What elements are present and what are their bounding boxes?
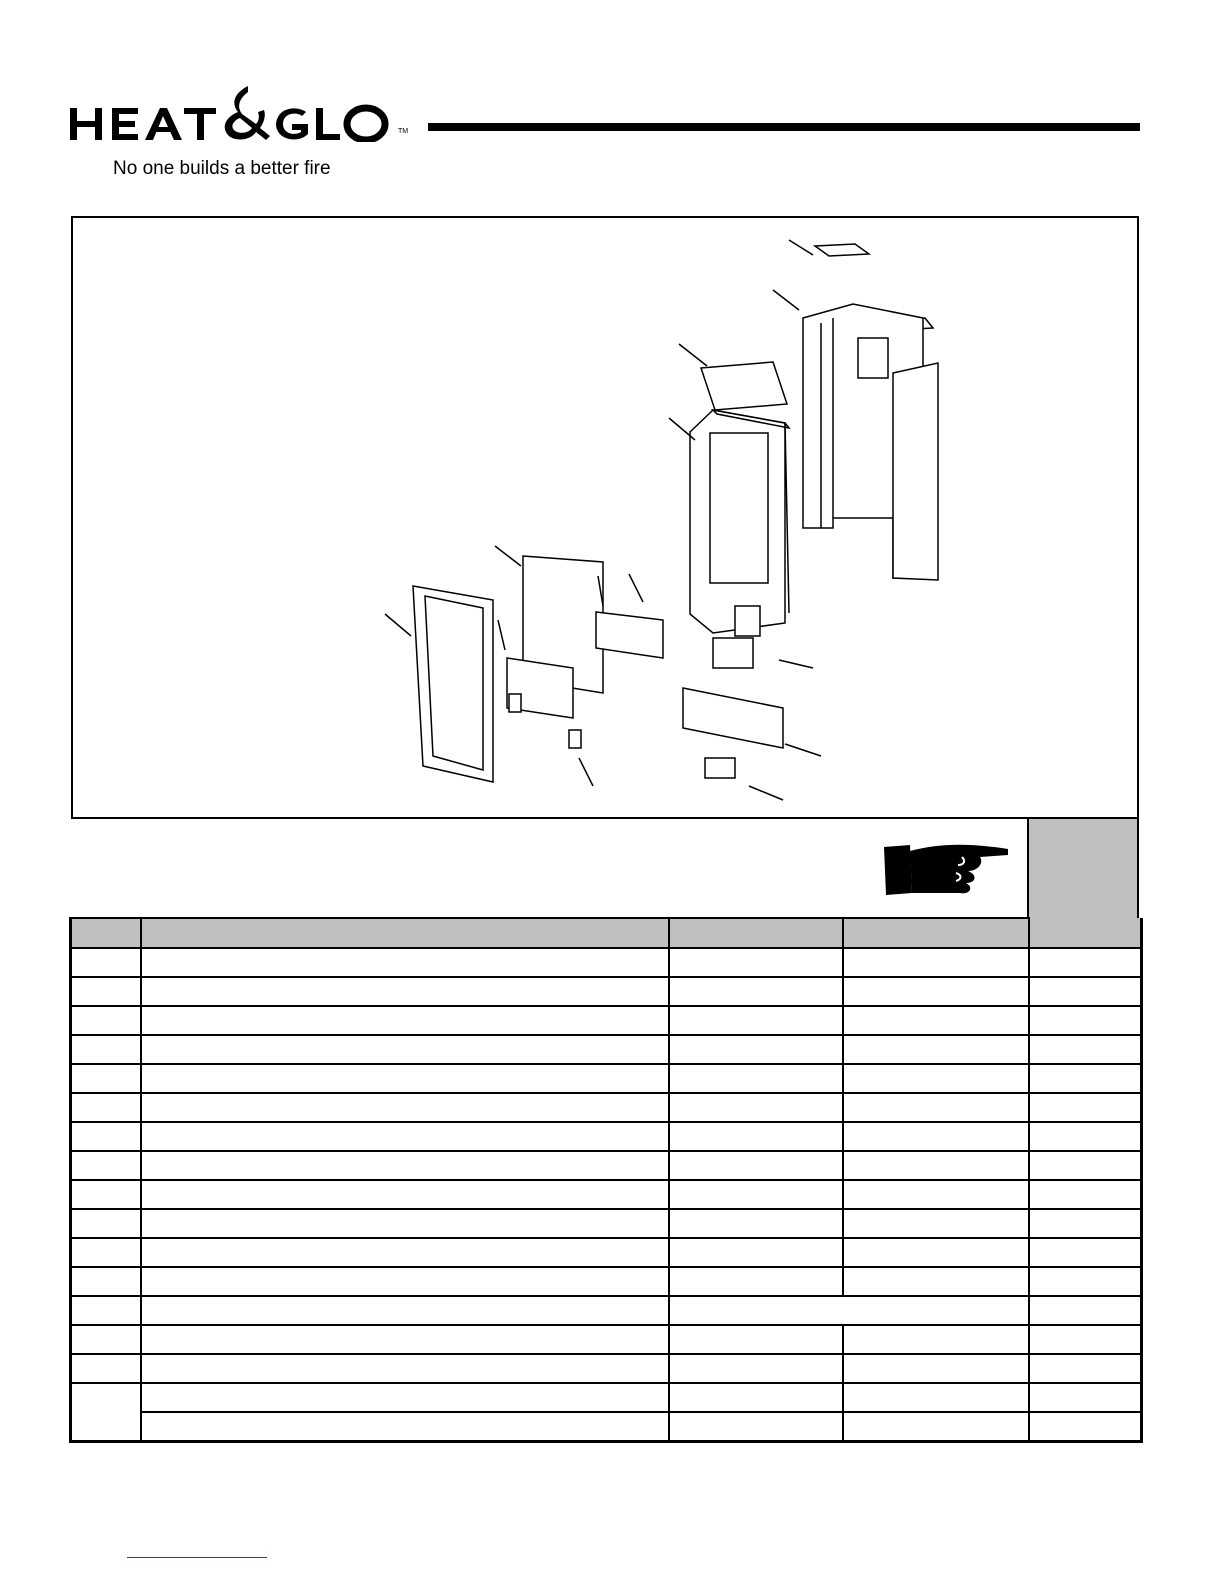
header-cell-description [141, 918, 669, 948]
table-row [71, 1325, 1142, 1354]
table-row [71, 1180, 1142, 1209]
header-cell-part-b [843, 918, 1029, 948]
table-row [71, 1151, 1142, 1180]
table-row [71, 1093, 1142, 1122]
table-row [71, 948, 1142, 977]
header-cell-item [71, 918, 141, 948]
small-switch-2 [569, 730, 581, 748]
junction-box [705, 758, 735, 778]
table-row [71, 1383, 1142, 1412]
table-row [71, 1354, 1142, 1383]
footer-link-underline[interactable] [127, 1557, 267, 1558]
parts-table [69, 917, 1143, 1443]
firebox-frame [690, 410, 785, 633]
small-switch [509, 694, 521, 712]
pointing-hand-icon [880, 833, 1012, 903]
table-header-row [71, 918, 1142, 948]
valve-assembly [713, 638, 753, 668]
table-row [71, 1238, 1142, 1267]
header-cell-part-a [669, 918, 843, 948]
table-row [71, 1209, 1142, 1238]
table-row [71, 1064, 1142, 1093]
hood-shield [701, 362, 787, 410]
exploded-parts-diagram [71, 216, 1139, 819]
table-row [71, 1412, 1142, 1442]
front-frame [413, 586, 493, 782]
table-row [71, 1267, 1142, 1296]
table-row-merged [71, 1296, 1142, 1325]
parts-diagram-drawing [73, 218, 1137, 817]
table-row [71, 977, 1142, 1006]
header-cell-notes [1029, 918, 1142, 948]
table-row [71, 1006, 1142, 1035]
header-rule [428, 123, 1140, 131]
brand-tagline: No one builds a better fire [113, 158, 331, 179]
burner-plate [596, 612, 663, 658]
brand-logo-mark [70, 82, 430, 142]
table-row [71, 1035, 1142, 1064]
top-panel-small [815, 244, 869, 256]
table-row [71, 1122, 1142, 1151]
trademark-mark: TM [398, 128, 409, 135]
brand-logo [70, 82, 430, 142]
bottom-tray [683, 688, 783, 748]
